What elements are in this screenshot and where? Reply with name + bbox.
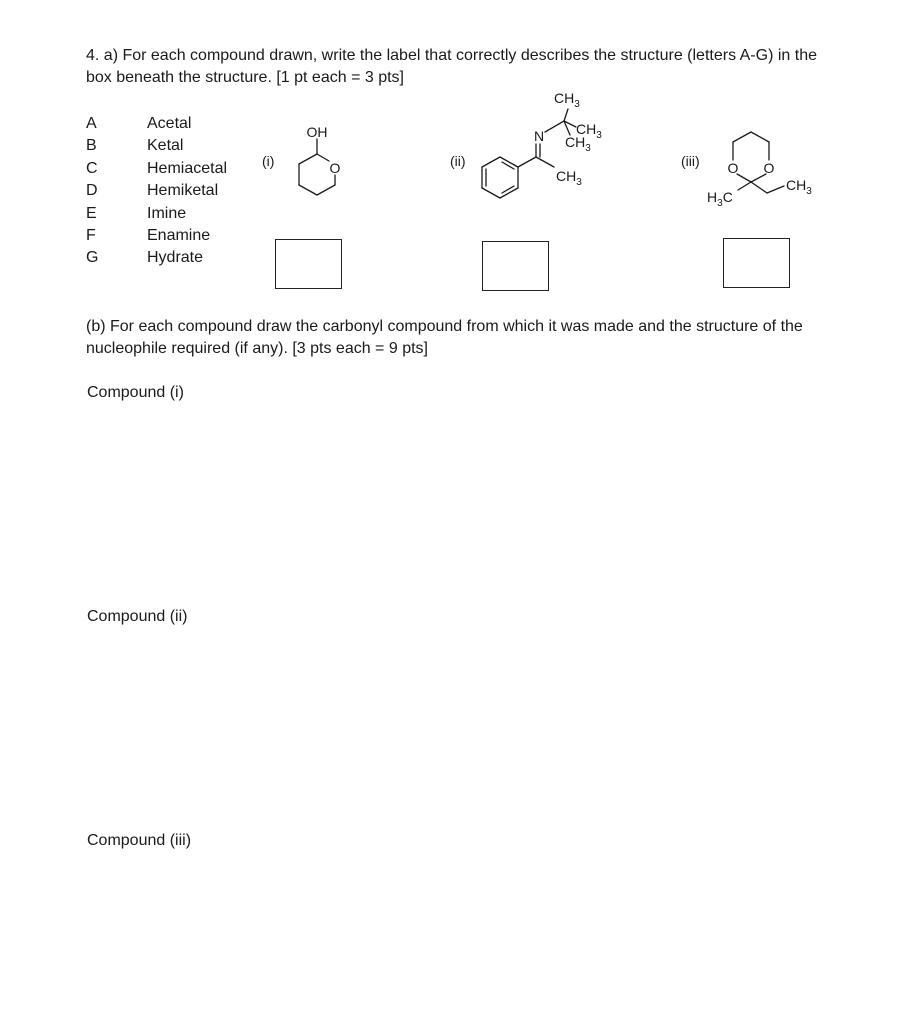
nitrogen-label: N <box>533 128 545 144</box>
tbu-ch3-top: $CH_3$ <box>554 90 580 110</box>
question-b-prompt: (b) For each compound draw the carbonyl compound from which it was made and the structure of the nucleophile required (if any). [3 pts each = 9 pts] <box>86 318 803 357</box>
option-letter-d: D <box>86 182 98 199</box>
option-term-imine: Imine <box>147 205 187 222</box>
option-letter-g: G <box>86 249 99 266</box>
option-letter-f: F <box>86 227 96 244</box>
option-term-acetal: Acetal <box>147 115 192 132</box>
structure-ii-diagram <box>470 85 640 215</box>
option-term-hydrate: Hydrate <box>147 249 204 266</box>
structure-iii-diagram <box>700 118 840 218</box>
option-term-ketal: Ketal <box>147 137 184 154</box>
compound-iii-heading: Compound (iii) <box>87 832 192 849</box>
option-term-hemiketal: Hemiketal <box>147 182 219 199</box>
ring-oxygen-label: O <box>329 160 341 176</box>
answer-box-i[interactable] <box>275 239 342 289</box>
answer-box-ii[interactable] <box>482 241 549 291</box>
dioxane-o-left: O <box>727 160 739 176</box>
option-letter-b: B <box>86 137 97 154</box>
option-letter-e: E <box>86 205 97 222</box>
option-letter-c: C <box>86 160 98 177</box>
option-term-enamine: Enamine <box>147 227 211 244</box>
compound-label-ii: (ii) <box>450 153 466 169</box>
compound-ii-drawing-area[interactable] <box>87 634 847 824</box>
imine-ch3: $CH_3$ <box>556 168 582 188</box>
dioxane-o-right: O <box>763 160 775 176</box>
tbu-ch3-lower: $CH_3$ <box>565 134 591 154</box>
structure-i-diagram <box>280 118 360 213</box>
option-letter-a: A <box>86 115 97 132</box>
ethyl-ch3-label: $CH_3$ <box>786 177 812 197</box>
question-a-prompt: 4. a) For each compound drawn, write the label that correctly describes the structure (letters A-G) in the box beneath the structure. [1 pt each = 3 pts] <box>86 47 817 86</box>
answer-box-iii[interactable] <box>723 238 790 288</box>
tbu-ch3-right: $CH_3$ <box>576 121 602 141</box>
compound-label-iii: (iii) <box>681 153 700 169</box>
h3c-label: $H_3C$ <box>707 189 733 209</box>
compound-i-heading: Compound (i) <box>87 384 184 401</box>
compound-iii-drawing-area[interactable] <box>87 858 847 1008</box>
compound-i-drawing-area[interactable] <box>87 410 847 600</box>
compound-ii-heading: Compound (ii) <box>87 608 188 625</box>
option-term-hemiacetal: Hemiacetal <box>147 160 228 177</box>
oh-label: OH <box>306 124 328 140</box>
compound-label-i: (i) <box>262 153 275 169</box>
